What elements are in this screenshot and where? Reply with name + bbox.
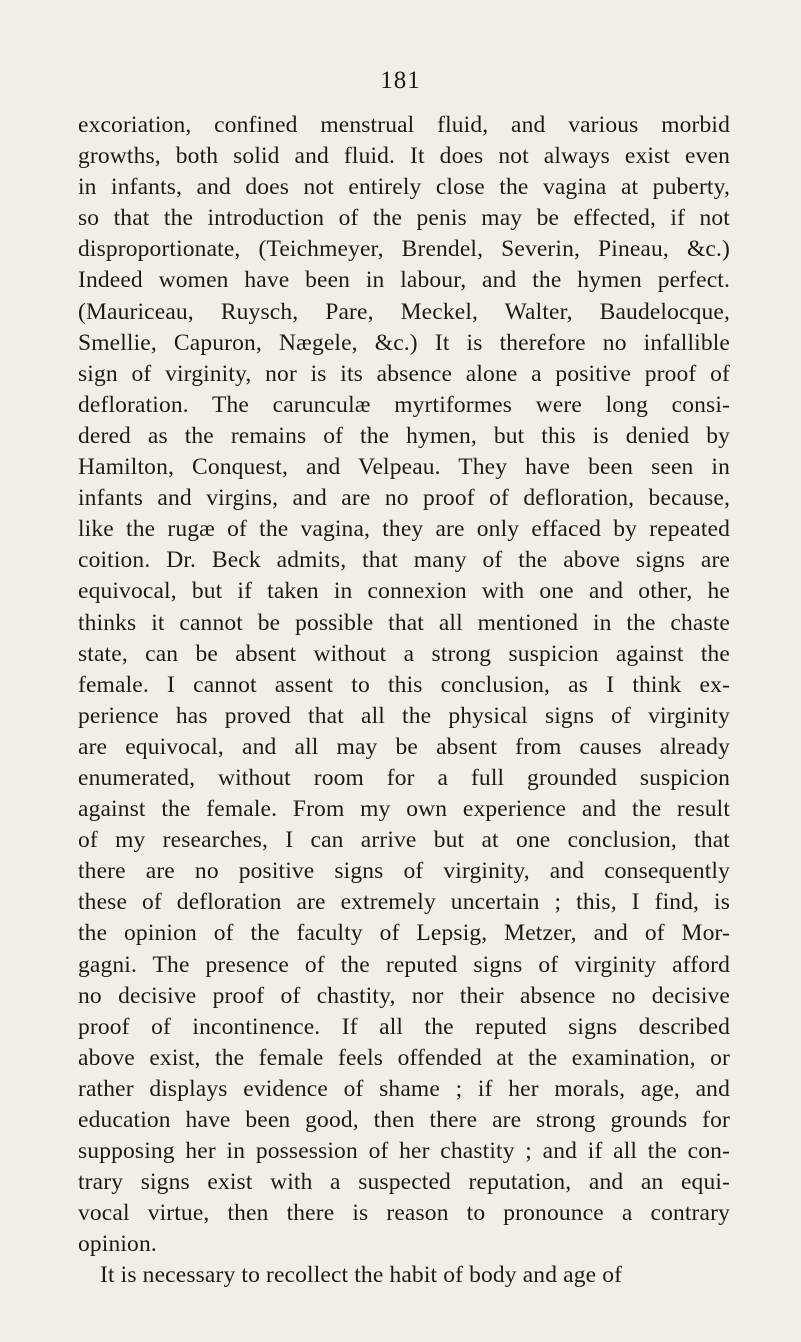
text-line: vocal virtue, then there is reason to pronounce a contrary [78, 1200, 730, 1227]
text-line: defloration. The carunculæ myrtiformes were long consi- [78, 391, 730, 418]
text-line: above exist, the female feels offended at the examination, or [78, 1044, 730, 1071]
text-line: infants and virgins, and are no proof of defloration, because, [78, 485, 730, 512]
text-line: proof of incontinence. If all the reputed signs described [78, 1013, 730, 1040]
text-line: It is necessary to recollect the habit of body and age of [100, 1262, 623, 1289]
text-line: growths, both solid and fluid. It does not always exist even [78, 143, 730, 170]
text-line: equivocal, but if taken in connexion with one and other, he [78, 578, 730, 605]
text-line: (Mauriceau, Ruysch, Pare, Meckel, Walter, Baudelocque, [78, 298, 730, 325]
text-line: these of defloration are extremely uncertain ; this, I find, is [78, 889, 730, 916]
text-line: disproportionate, (Teichmeyer, Brendel, Severin, Pineau, &c.) [78, 236, 730, 263]
page-number: 181 [380, 67, 421, 94]
text-line: supposing her in possession of her chastity ; and if all the con- [78, 1138, 730, 1165]
text-line: trary signs exist with a suspected reputation, and an equi- [78, 1169, 730, 1196]
text-line: education have been good, then there are strong grounds for [78, 1107, 730, 1133]
text-line: opinion. [78, 1231, 157, 1258]
text-line: coition. Dr. Beck admits, that many of the above signs are [78, 547, 730, 574]
text-line: Smellie, Capuron, Nægele, &c.) It is therefore no infallible [78, 329, 730, 356]
text-line: excoriation, confined menstrual fluid, and various morbid [78, 112, 730, 138]
text-line: perience has proved that all the physical signs of virginity [78, 702, 730, 729]
text-line: there are no positive signs of virginity, and consequently [78, 858, 730, 885]
text-line: are equivocal, and all may be absent from causes already [78, 733, 730, 760]
text-line: enumerated, without room for a full grounded suspicion [78, 764, 730, 791]
text-line: gagni. The presence of the reputed signs of virginity afford [78, 951, 730, 978]
text-line: Indeed women have been in labour, and the hymen perfect. [78, 267, 730, 294]
text-line: in infants, and does not entirely close the vagina at puberty, [78, 174, 730, 201]
text-line: like the rugæ of the vagina, they are only effaced by repeated [78, 516, 730, 543]
text-line: state, can be absent without a strong suspicion against the [78, 640, 730, 667]
text-line: dered as the remains of the hymen, but this is denied by [78, 422, 730, 449]
text-line: against the female. From my own experience and the result [78, 796, 730, 823]
text-line: no decisive proof of chastity, nor their absence no decisive [78, 982, 730, 1009]
text-line: Hamilton, Conquest, and Velpeau. They have been seen in [78, 454, 730, 481]
text-line: so that the introduction of the penis may be effected, if not [78, 205, 730, 232]
text-line: of my researches, I can arrive but at one conclusion, that [78, 827, 730, 854]
text-line: thinks it cannot be possible that all mentioned in the chaste [78, 609, 730, 636]
text-line: rather displays evidence of shame ; if her morals, age, and [78, 1075, 730, 1102]
body-text [78, 110, 730, 1292]
text-line: the opinion of the faculty of Lepsig, Metzer, and of Mor- [78, 920, 730, 947]
text-line: sign of virginity, nor is its absence alone a positive proof of [78, 360, 730, 387]
text-line: female. I cannot assent to this conclusion, as I think ex- [78, 671, 730, 698]
